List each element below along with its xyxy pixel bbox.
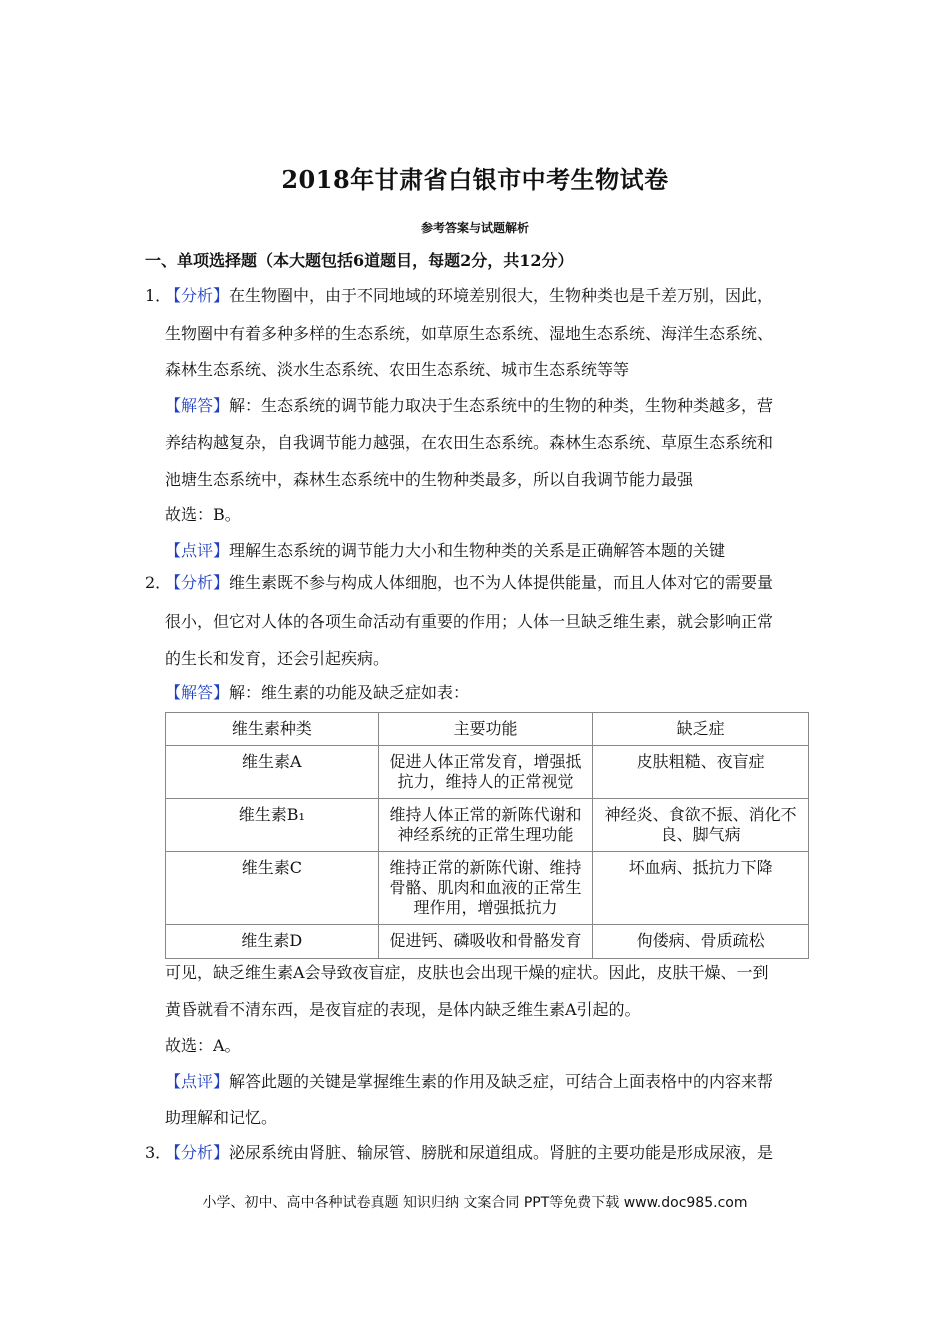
table-row <box>166 746 809 799</box>
table-cell: 维持人体正常的新陈代谢和神经系统的正常生理功能 <box>378 799 593 852</box>
table-cell: 维持正常的新陈代谢、维持骨骼、肌肉和血液的正常生理作用，增强抵抗力 <box>378 852 593 925</box>
table-header-cell: 主要功能 <box>378 713 593 746</box>
q2-after-line: 黄昏就看不清东西，是夜盲症的表现，是体内缺乏维生素A引起的。 <box>165 1000 641 1019</box>
table-header-cell: 缺乏症 <box>593 713 809 746</box>
q2-analysis-line: 很小，但它对人体的各项生命活动有重要的作用；人体一旦缺乏维生素，就会影响正常 <box>165 612 774 631</box>
q2-choice: 故选：A。 <box>165 1036 241 1055</box>
analysis-tag: 【分析】 <box>165 286 230 305</box>
question-number: 3． <box>145 1143 172 1162</box>
question-number: 2． <box>145 573 172 592</box>
q1-answer-line: 池塘生态系统中，森林生态系统中的生物种类最多，所以自我调节能力最强 <box>165 470 694 489</box>
answer-tag: 【解答】 <box>165 683 230 702</box>
page-subtitle: 参考答案与试题解析 <box>420 221 529 235</box>
q2-analysis-line <box>165 573 773 593</box>
page-title: 2018年甘肃省白银市中考生物试卷 <box>281 165 669 194</box>
table-cell: 维生素B₁ <box>166 799 379 852</box>
q1-analysis-line: 生物圈中有着多种多样的生态系统，如草原生态系统、湿地生态系统、海洋生态系统、 <box>165 324 774 343</box>
table-cell: 维生素D <box>166 925 379 959</box>
table-cell: 坏血病、抵抗力下降 <box>593 852 809 925</box>
table-cell: 佝偻病、骨质疏松 <box>593 925 809 959</box>
table-cell: 促进人体正常发育，增强抵抗力，维持人的正常视觉 <box>378 746 593 799</box>
analysis-tag: 【分析】 <box>165 1143 230 1162</box>
comment-tag: 【点评】 <box>165 541 230 560</box>
q1-analysis-line: 森林生态系统、淡水生态系统、农田生态系统、城市生态系统等等 <box>165 360 630 379</box>
q1-comment-line <box>165 541 725 561</box>
q1-answer-text: 解：生态系统的调节能力取决于生态系统中的生物的种类，生物种类越多，营 <box>229 396 774 415</box>
q2-comment-line: 助理解和记忆。 <box>165 1108 278 1127</box>
table-cell: 维生素C <box>166 852 379 925</box>
analysis-tag: 【分析】 <box>165 573 230 592</box>
question-number: 1． <box>145 286 172 305</box>
q1-comment-text: 理解生态系统的调节能力大小和生物种类的关系是正确解答本题的关键 <box>229 541 726 560</box>
q2-answer-line <box>165 683 469 703</box>
q2-analysis-text: 维生素既不参与构成人体细胞，也不为人体提供能量，而且人体对它的需要量 <box>229 573 774 592</box>
q2-analysis-line: 的生长和发育，还会引起疾病。 <box>165 649 390 668</box>
page-footer: 小学、初中、高中各种试卷真题 知识归纳 文案合同 PPT等免费下载 www.doc985.com <box>202 1195 748 1211</box>
q1-answer-line: 养结构越复杂，自我调节能力越强，在农田生态系统。森林生态系统、草原生态系统和 <box>165 433 774 452</box>
table-cell: 维生素A <box>166 746 379 799</box>
table-row <box>166 799 809 852</box>
table-cell: 促进钙、磷吸收和骨骼发育 <box>378 925 593 959</box>
q1-choice: 故选：B。 <box>165 505 241 524</box>
q3-analysis-text: 泌尿系统由肾脏、输尿管、膀胱和尿道组成。肾脏的主要功能是形成尿液，是 <box>229 1143 774 1162</box>
table-row <box>166 925 809 959</box>
vitamin-table <box>165 712 809 959</box>
table-cell: 神经炎、食欲不振、消化不良、脚气病 <box>593 799 809 852</box>
q2-after-line: 可见，缺乏维生素A会导致夜盲症，皮肤也会出现干燥的症状。因此，皮肤干燥、一到 <box>165 963 769 982</box>
table-cell: 皮肤粗糙、夜盲症 <box>593 746 809 799</box>
q2-answer-text: 解：维生素的功能及缺乏症如表： <box>229 683 470 702</box>
section-heading: 一、单项选择题（本大题包括6道题目，每题2分，共12分） <box>145 251 574 270</box>
q2-comment-line <box>165 1072 773 1092</box>
q1-analysis-text: 在生物圈中，由于不同地域的环境差别很大，生物种类也是千差万别，因此， <box>229 286 774 305</box>
answer-tag: 【解答】 <box>165 396 230 415</box>
table-header-cell: 维生素种类 <box>166 713 379 746</box>
table-header-row <box>166 713 809 746</box>
q3-analysis-line <box>165 1143 773 1163</box>
q2-comment-text: 解答此题的关键是掌握维生素的作用及缺乏症，可结合上面表格中的内容来帮 <box>229 1072 774 1091</box>
q1-answer-line <box>165 396 773 416</box>
table-row <box>166 852 809 925</box>
q1-analysis-line <box>165 286 773 306</box>
comment-tag: 【点评】 <box>165 1072 230 1091</box>
